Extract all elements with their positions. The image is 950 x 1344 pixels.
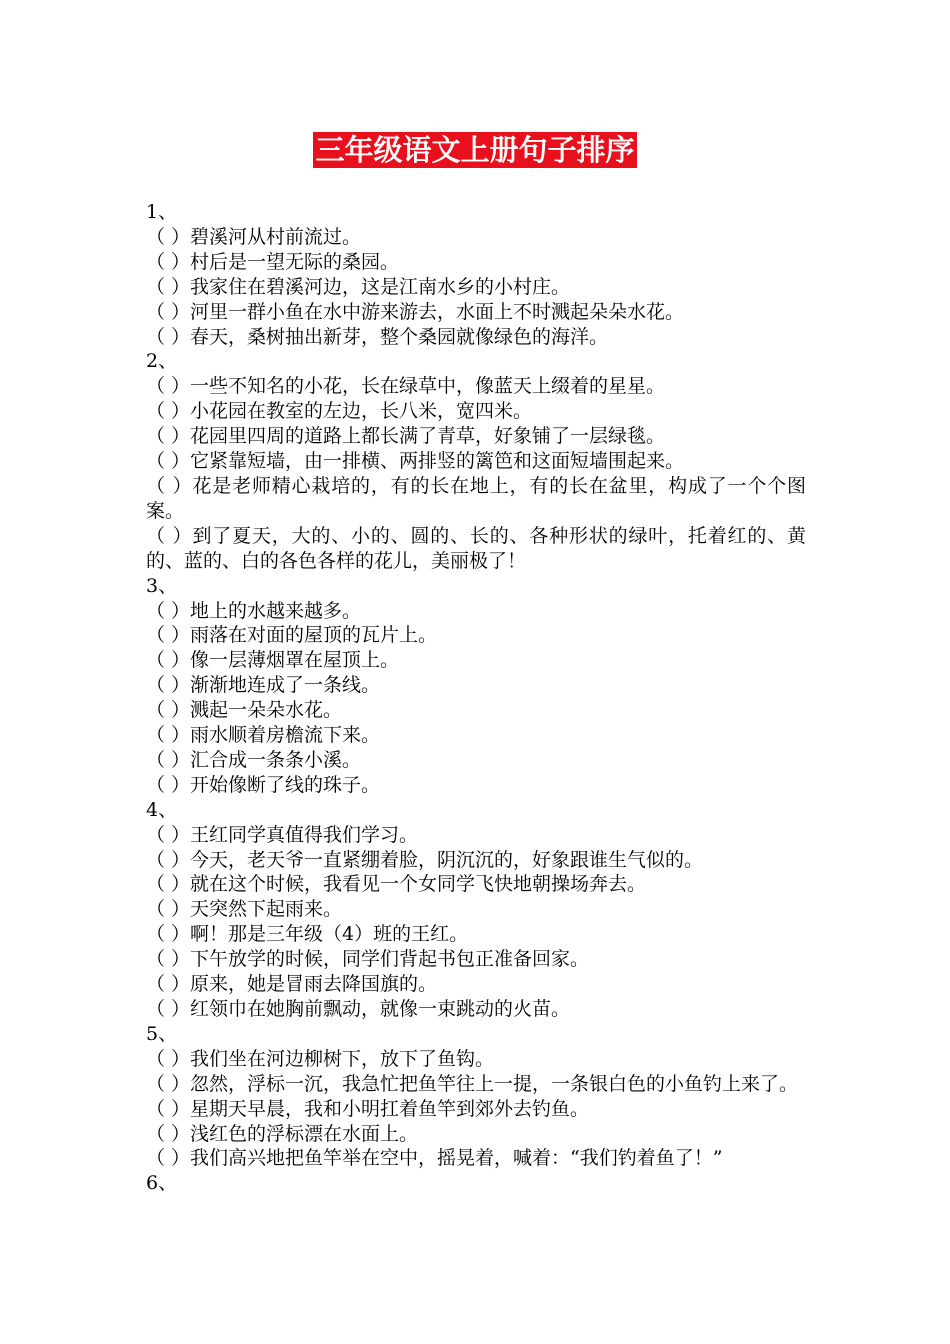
section-number: 2、 (146, 350, 178, 373)
page-title: 三年级语文上册句子排序 (315, 133, 635, 167)
sentence-item: （ ）啊！那是三年级（4）班的王红。 (146, 923, 469, 946)
sentence-item: （ ）像一层薄烟罩在屋顶上。 (146, 649, 400, 672)
title-container (0, 132, 950, 168)
sentence-item: （ ）渐渐地连成了一条线。 (146, 674, 381, 697)
sentence-item: （ ）地上的水越来越多。 (146, 599, 362, 622)
sentence-item: （ ）小花园在教室的左边，长八米，宽四米。 (146, 400, 533, 423)
sentence-item: （ ）春天，桑树抽出新芽，整个桑园就像绿色的海洋。 (146, 325, 609, 348)
sentence-item: （ ）浅红色的浮标漂在水面上。 (146, 1122, 419, 1145)
sentence-item: （ ）我们坐在河边柳树下，放下了鱼钩。 (146, 1047, 495, 1070)
sentence-item: （ ）溅起一朵朵水花。 (146, 699, 343, 722)
sentence-item: （ ）汇合成一条条小溪。 (146, 748, 362, 771)
sentence-item: （ ）原来，她是冒雨去降国旗的。 (146, 973, 438, 996)
sentence-item: （ ）雨水顺着房檐流下来。 (146, 724, 381, 747)
sentence-item: （ ）一些不知名的小花，长在绿草中，像蓝天上缀着的星星。 (146, 375, 666, 398)
sentence-item: （ ）王红同学真值得我们学习。 (146, 823, 419, 846)
section-number: 1、 (146, 201, 178, 223)
sentence-item: （ ）忽然，浮标一沉，我急忙把鱼竿往上一提，一条银白色的小鱼钓上来了。 (146, 1072, 799, 1095)
sentence-item: （ ）今天，老天爷一直紧绷着脸，阴沉沉的，好象跟谁生气似的。 (146, 848, 704, 871)
section-number: 5、 (146, 1022, 178, 1045)
sentence-item: （ ）村后是一望无际的桑园。 (146, 250, 400, 273)
sentence-item: （ ）雨落在对面的屋顶的瓦片上。 (146, 624, 438, 647)
sentence-item: （ ）红领巾在她胸前飘动，就像一束跳动的火苗。 (146, 998, 571, 1020)
sentence-item: （ ）天突然下起雨来。 (146, 898, 343, 921)
sentence-item: （ ）河里一群小鱼在水中游来游去，水面上不时溅起朵朵水花。 (146, 300, 685, 323)
sentence-item: （ ）就在这个时候，我看见一个女同学飞快地朝操场奔去。 (146, 873, 647, 896)
sentence-item: （ ）它紧靠短墙，由一排横、两排竖的篱笆和这面短墙围起来。 (146, 450, 685, 473)
sentence-item: （ ）我们高兴地把鱼竿举在空中，摇晃着，喊着：“我们钓着鱼了！” (146, 1147, 723, 1170)
sentence-item: （ ）花园里四周的道路上都长满了青草，好象铺了一层绿毯。 (146, 425, 666, 448)
section-number: 3、 (146, 574, 178, 597)
sentence-item: （ ）下午放学的时候，同学们背起书包正准备回家。 (146, 948, 590, 971)
document-body (146, 200, 806, 1196)
sentence-item: （ ）到了夏天，大的、小的、圆的、长的、各种形状的绿叶，托着红的、黄的、蓝的、白的各色各样的花儿，美丽极了！ (146, 524, 806, 572)
section-number: 4、 (146, 798, 178, 821)
sentence-item: （ ）花是老师精心栽培的，有的长在地上，有的长在盆里，构成了一个个图案。 (146, 474, 806, 522)
sentence-item: （ ）开始像断了线的珠子。 (146, 773, 381, 796)
sentence-item: （ ）星期天早晨，我和小明扛着鱼竿到郊外去钓鱼。 (146, 1097, 590, 1120)
section-number: 6、 (146, 1172, 178, 1195)
sentence-item: （ ）碧溪河从村前流过。 (146, 225, 362, 248)
sentence-item: （ ）我家住在碧溪河边，这是江南水乡的小村庄。 (146, 275, 571, 298)
